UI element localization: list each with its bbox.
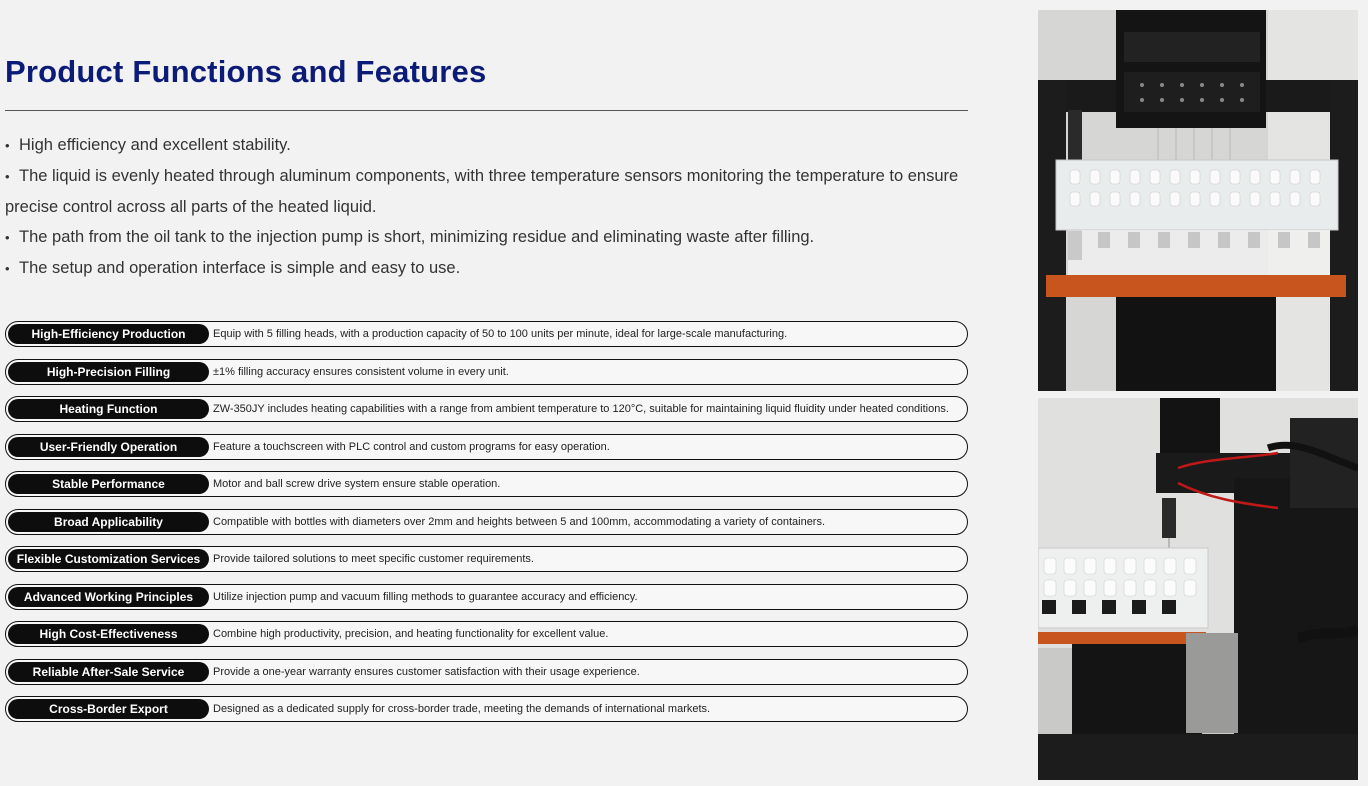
product-photo-side xyxy=(1038,398,1358,780)
bullet-text: High efficiency and excellent stability. xyxy=(19,136,291,154)
bullet-item xyxy=(5,161,965,222)
filling-machine-front-illustration xyxy=(1038,10,1358,391)
bullet-glyph: • xyxy=(5,230,10,245)
feature-description: Combine high productivity, precision, and heating functionality for excellent value. xyxy=(213,628,609,640)
bullet-glyph: • xyxy=(5,138,10,153)
feature-description: ±1% filling accuracy ensures consistent volume in every unit. xyxy=(213,365,509,378)
feature-label: Cross-Border Export xyxy=(8,699,209,719)
feature-row xyxy=(5,396,968,422)
feature-description: Utilize injection pump and vacuum filling methods to guarantee accuracy and efficiency. xyxy=(213,590,638,603)
feature-table xyxy=(5,321,968,734)
feature-row xyxy=(5,434,968,460)
feature-description: Provide a one-year warranty ensures customer satisfaction with their usage experience. xyxy=(213,665,640,678)
bullet-glyph: • xyxy=(5,261,10,276)
bullet-text: The liquid is evenly heated through aluminum components, with three temperature sensors monitoring the temperature to ensure precise control across all parts of the heated liquid. xyxy=(5,167,959,216)
title-divider xyxy=(5,110,968,111)
bullet-glyph: • xyxy=(5,169,10,184)
feature-description: Motor and ball screw drive system ensure stable operation. xyxy=(213,478,501,490)
feature-row xyxy=(5,584,968,610)
page-title: Product Functions and Features xyxy=(5,54,487,89)
feature-description: Provide tailored solutions to meet specific customer requirements. xyxy=(213,553,534,565)
feature-description: Feature a touchscreen with PLC control and custom programs for easy operation. xyxy=(213,440,610,453)
bullet-text: The path from the oil tank to the injection pump is short, minimizing residue and eliminating waste after filling. xyxy=(19,228,815,246)
feature-description: ZW-350JY includes heating capabilities with a range from ambient temperature to 120°C, suitable for maintaining liquid fluidity under heated conditions. xyxy=(213,403,949,415)
feature-row xyxy=(5,621,968,647)
feature-label: User-Friendly Operation xyxy=(8,437,209,457)
feature-label: Heating Function xyxy=(8,399,209,419)
feature-label: Broad Applicability xyxy=(8,512,209,532)
feature-row xyxy=(5,546,968,572)
product-photo-front xyxy=(1038,10,1358,391)
filling-machine-side-illustration xyxy=(1038,398,1358,780)
feature-label: Flexible Customization Services xyxy=(8,549,209,569)
intro-bullet-list xyxy=(5,130,965,284)
feature-label: Advanced Working Principles xyxy=(8,587,209,607)
bullet-item xyxy=(5,222,965,253)
feature-row xyxy=(5,321,968,347)
feature-label: High-Precision Filling xyxy=(8,362,209,382)
feature-label: High-Efficiency Production xyxy=(8,324,209,344)
feature-description: Compatible with bottles with diameters over 2mm and heights between 5 and 100mm, accommodating a variety of containers. xyxy=(213,515,826,528)
bullet-text: The setup and operation interface is simple and easy to use. xyxy=(19,259,461,277)
feature-row xyxy=(5,696,968,722)
feature-description: Designed as a dedicated supply for cross-border trade, meeting the demands of international markets. xyxy=(213,703,711,715)
bullet-item xyxy=(5,130,965,161)
feature-description: Equip with 5 filling heads, with a production capacity of 50 to 100 units per minute, ideal for large-scale manufacturing. xyxy=(213,328,788,340)
feature-label: High Cost-Effectiveness xyxy=(8,624,209,644)
feature-row xyxy=(5,359,968,385)
feature-row xyxy=(5,509,968,535)
feature-row xyxy=(5,471,968,497)
feature-label: Stable Performance xyxy=(8,474,209,494)
feature-label: Reliable After-Sale Service xyxy=(8,662,209,682)
feature-row xyxy=(5,659,968,685)
bullet-item xyxy=(5,253,965,284)
